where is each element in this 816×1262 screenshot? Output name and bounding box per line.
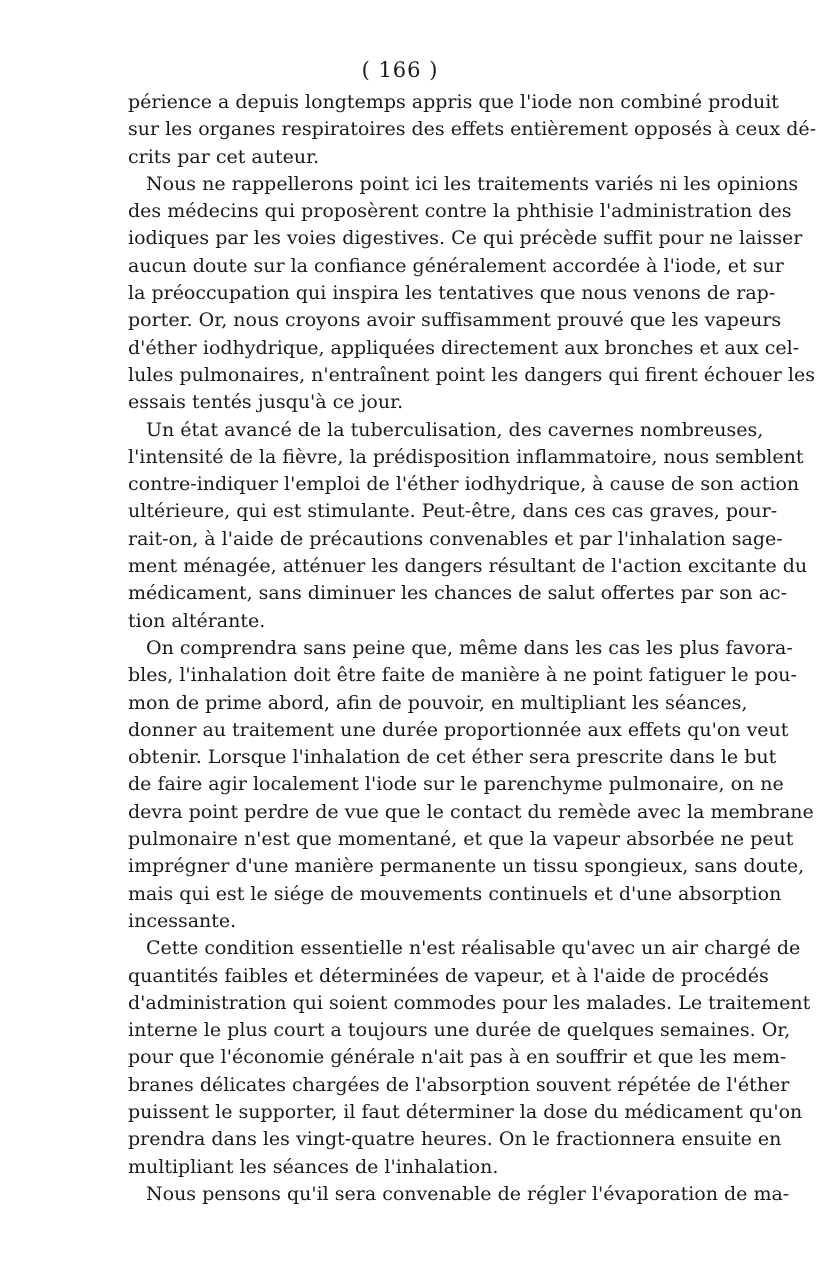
text-line: iodiques par les voies digestives. Ce qui précède suffit pour ne laisser [128, 227, 803, 250]
text-line: mais qui est le siége de mouvements continuels et d'une absorption [128, 882, 782, 905]
text-line: donner au traitement une durée proportionnée aux effets qu'on veut [128, 718, 789, 741]
text-line: Un état avancé de la tuberculisation, des cavernes nombreuses, [146, 418, 764, 441]
text-line: d'éther iodhydrique, appliquées directement aux bronches et aux cel- [128, 336, 800, 359]
text-line: devra point perdre de vue que le contact du remède avec la membrane [128, 800, 814, 823]
text-line: aucun doute sur la confiance généralement accordée à l'iode, et sur [128, 254, 784, 277]
text-line: Nous pensons qu'il sera convenable de régler l'évaporation de ma- [146, 1182, 790, 1205]
text-line: d'administration qui soient commodes pour les malades. Le traitement [128, 991, 811, 1014]
text-line: lules pulmonaires, n'entraînent point les dangers qui firent échouer les [128, 363, 815, 386]
text-line: quantités faibles et déterminées de vapeur, et à l'aide de procédés [128, 964, 769, 987]
text-line: imprégner d'une manière permanente un tissu spongieux, sans doute, [128, 855, 805, 878]
text-line: prendra dans les vingt-quatre heures. On le fractionnera ensuite en [128, 1128, 782, 1151]
text-line: contre-indiquer l'emploi de l'éther iodhydrique, à cause de son action [128, 473, 800, 496]
text-line: essais tentés jusqu'à ce jour. [128, 391, 404, 414]
text-line: incessante. [128, 909, 237, 932]
text-line: sur les organes respiratoires des effets entièrement opposés à ceux dé- [128, 118, 816, 141]
text-line: ultérieure, qui est stimulante. Peut-être, dans ces cas graves, pour- [128, 500, 778, 523]
text-line: bles, l'inhalation doit être faite de manière à ne point fatiguer le pou- [128, 664, 797, 687]
text-line: de faire agir localement l'iode sur le parenchyme pulmonaire, on ne [128, 773, 784, 796]
text-line: interne le plus court a toujours une durée de quelques semaines. Or, [128, 1019, 791, 1042]
text-line: puissent le supporter, il faut déterminer la dose du médicament qu'on [128, 1100, 803, 1123]
text-line: multipliant les séances de l'inhalation. [128, 1155, 499, 1178]
text-line: pulmonaire n'est que momentané, et que la vapeur absorbée ne peut [128, 828, 794, 851]
text-line: obtenir. Lorsque l'inhalation de cet éther sera prescrite dans le but [128, 746, 777, 769]
paragraph [128, 171, 815, 417]
paragraph [128, 935, 811, 1181]
text-line: Cette condition essentielle n'est réalisable qu'avec un air chargé de [146, 937, 801, 960]
text-line: Nous ne rappellerons point ici les traitements variés ni les opinions [146, 172, 799, 195]
text-line: périence a depuis longtemps appris que l'iode non combiné produit [128, 91, 779, 113]
text-line: ment ménagée, atténuer les dangers résultant de l'action excitante du [128, 555, 808, 578]
text-line: porter. Or, nous croyons avoir suffisamment prouvé que les vapeurs [128, 309, 782, 332]
text-line: l'intensité de la fièvre, la prédisposition inflammatoire, nous semblent [128, 445, 804, 468]
text-line: tion altérante. [128, 609, 266, 632]
text-line: la préoccupation qui inspira les tentatives que nous venons de rap- [128, 282, 776, 305]
paragraph [128, 1181, 790, 1208]
text-line: des médecins qui proposèrent contre la phthisie l'administration des [128, 200, 792, 223]
text-line: crits par cet auteur. [128, 145, 320, 168]
body-text [128, 89, 816, 1208]
paragraph [128, 635, 814, 935]
text-line: médicament, sans diminuer les chances de salut offertes par son ac- [128, 582, 788, 605]
text-line: rait-on, à l'aide de précautions convenables et par l'inhalation sage- [128, 527, 783, 550]
paragraph [128, 417, 808, 635]
paragraph [128, 89, 816, 171]
text-line: pour que l'économie générale n'ait pas à en souffrir et que les mem- [128, 1046, 787, 1069]
text-line: On comprendra sans peine que, même dans les cas les plus favora- [146, 636, 793, 659]
page-number: ( 166 ) [361, 58, 439, 82]
text-line: branes délicates chargées de l'absorption souvent répétée de l'éther [128, 1073, 790, 1096]
text-line: mon de prime abord, afin de pouvoir, en multipliant les séances, [128, 691, 748, 714]
